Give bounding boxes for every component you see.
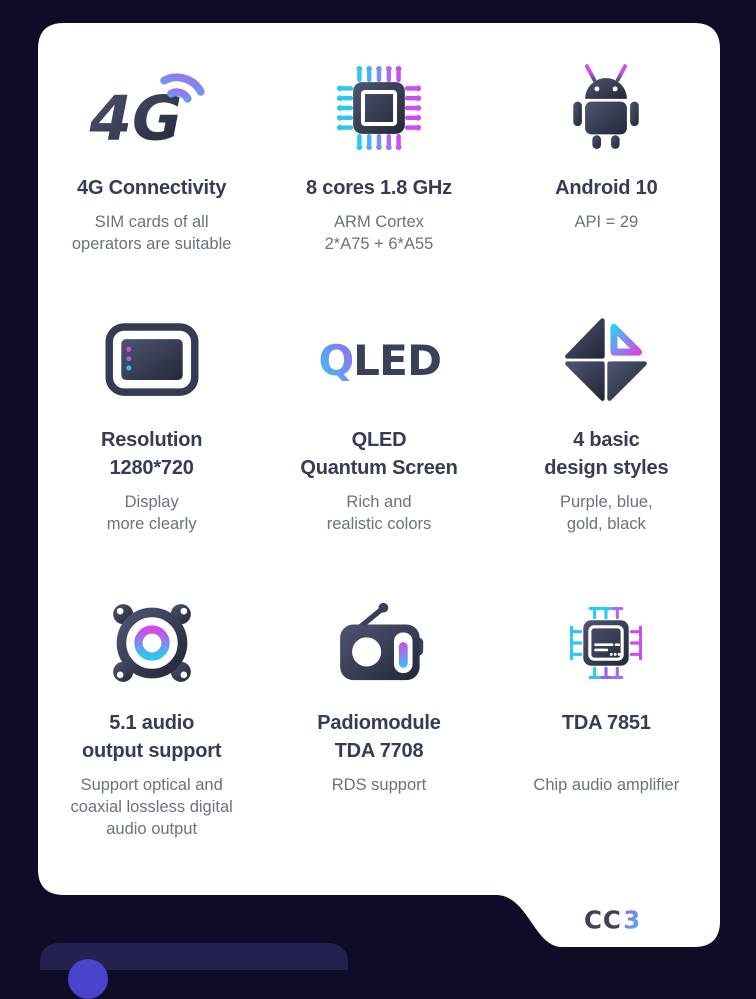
feature-tda-7851	[493, 586, 720, 895]
feature-title: Resolution 1280*720	[100, 429, 203, 479]
feature-subtitle: Display more clearly	[106, 493, 197, 533]
feature-8-cores	[265, 51, 492, 303]
cc3-logo-cc: CC	[584, 905, 622, 935]
feature-subtitle: Rich and realistic colors	[326, 493, 432, 533]
next-section-bullet-icon	[68, 959, 108, 999]
feature-subtitle: RDS support	[331, 776, 427, 794]
cc3-logo	[584, 905, 682, 936]
design-styles-icon	[562, 316, 650, 404]
feature-title: Android 10	[555, 177, 658, 199]
feature-title: TDA 7851	[561, 712, 651, 734]
feature-resolution	[38, 303, 265, 586]
feature-android-10	[493, 51, 720, 303]
4g-icon-text: 4G	[89, 83, 183, 150]
feature-subtitle: Purple, blue, gold, black	[559, 493, 653, 533]
qled-logo-q: Q	[318, 336, 355, 384]
qled-logo	[317, 337, 441, 384]
feature-4g-connectivity	[38, 51, 265, 303]
feature-subtitle: SIM cards of all operators are suitable	[71, 213, 232, 253]
feature-title: 4 basic design styles	[544, 429, 669, 479]
feature-subtitle: Chip audio amplifier	[533, 776, 680, 794]
feature-title: 4G Connectivity	[77, 177, 227, 199]
feature-qled	[265, 303, 492, 586]
feature-design-styles	[493, 303, 720, 586]
speaker-icon	[104, 595, 200, 691]
audio-chip-icon	[558, 595, 654, 691]
feature-51-audio	[38, 586, 265, 895]
cc3-logo-3: 3	[623, 905, 641, 935]
4g-signal-icon	[86, 66, 217, 150]
feature-subtitle: Support optical and coaxial lossless digital audio output	[70, 776, 233, 838]
android-robot-icon	[556, 58, 656, 158]
feature-title: 8 cores 1.8 GHz	[306, 177, 452, 199]
feature-title: Padiomodule TDA 7708	[317, 712, 441, 762]
feature-title: QLED Quantum Screen	[300, 429, 458, 479]
feature-radio-module	[265, 586, 492, 895]
feature-subtitle: API = 29	[574, 213, 639, 231]
qled-logo-led: LED	[353, 336, 441, 384]
feature-title: 5.1 audio output support	[81, 712, 222, 762]
display-screen-icon	[96, 314, 208, 407]
radio-icon	[326, 597, 432, 690]
feature-subtitle: ARM Cortex 2*A75 + 6*A55	[324, 213, 434, 253]
feature-grid	[38, 23, 720, 895]
cpu-chip-icon	[330, 59, 428, 157]
